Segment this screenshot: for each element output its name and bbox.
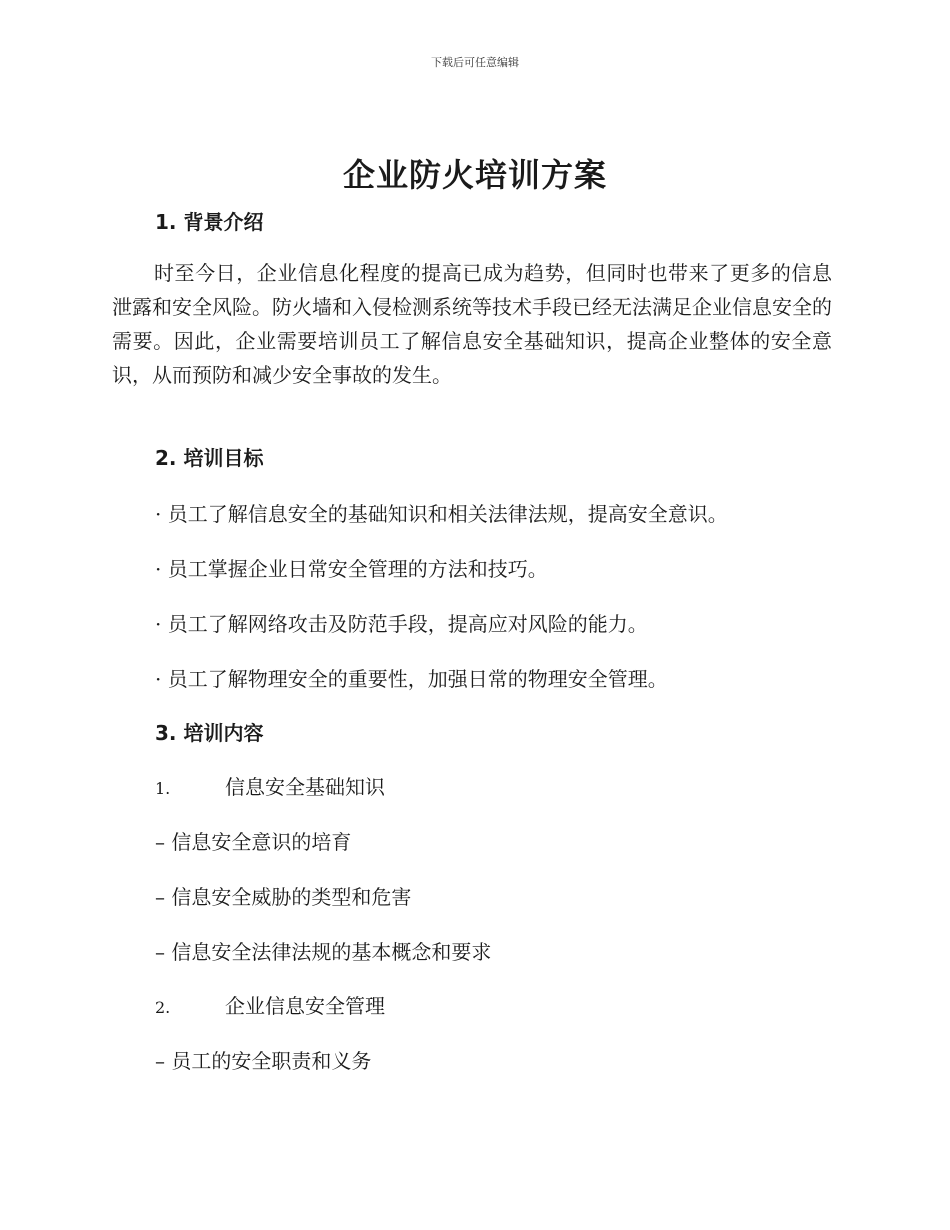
goal-item: · 员工掌握企业日常安全管理的方法和技巧。: [155, 557, 548, 581]
header-note: 下载后可任意编辑: [431, 56, 519, 69]
subsection-number: 1.: [155, 779, 171, 798]
content-item: – 员工的安全职责和义务: [155, 1049, 372, 1073]
section-heading-content: 3. 培训内容: [155, 721, 264, 745]
content-item: – 信息安全威胁的类型和危害: [155, 885, 412, 909]
section-heading-background: 1. 背景介绍: [155, 210, 264, 234]
subsection-number: 2.: [155, 998, 171, 1017]
subsection-title: 信息安全基础知识: [225, 775, 385, 799]
goal-item: · 员工了解网络攻击及防范手段，提高应对风险的能力。: [155, 612, 648, 636]
content-item: – 信息安全法律法规的基本概念和要求: [155, 940, 492, 964]
subsection-title: 企业信息安全管理: [225, 994, 385, 1018]
content-subsection-2: [155, 990, 385, 1019]
goal-item: · 员工了解物理安全的重要性，加强日常的物理安全管理。: [155, 667, 668, 691]
content-subsection-1: [155, 771, 385, 800]
background-paragraph: 时至今日，企业信息化程度的提高已成为趋势，但同时也带来了更多的信息泄露和安全风险。防火墙和入侵检测系统等技术手段已经无法满足企业信息安全的需要。因此，企业需要培训员工了解信息安全基础知识，提高企业整体的安全意识，从而预防和减少安全事故的发生。: [112, 261, 832, 387]
section-heading-goals: 2. 培训目标: [155, 446, 264, 470]
document-title: 企业防火培训方案: [342, 156, 607, 194]
goal-item: · 员工了解信息安全的基础知识和相关法律法规，提高安全意识。: [155, 502, 728, 526]
content-item: – 信息安全意识的培育: [155, 830, 352, 854]
